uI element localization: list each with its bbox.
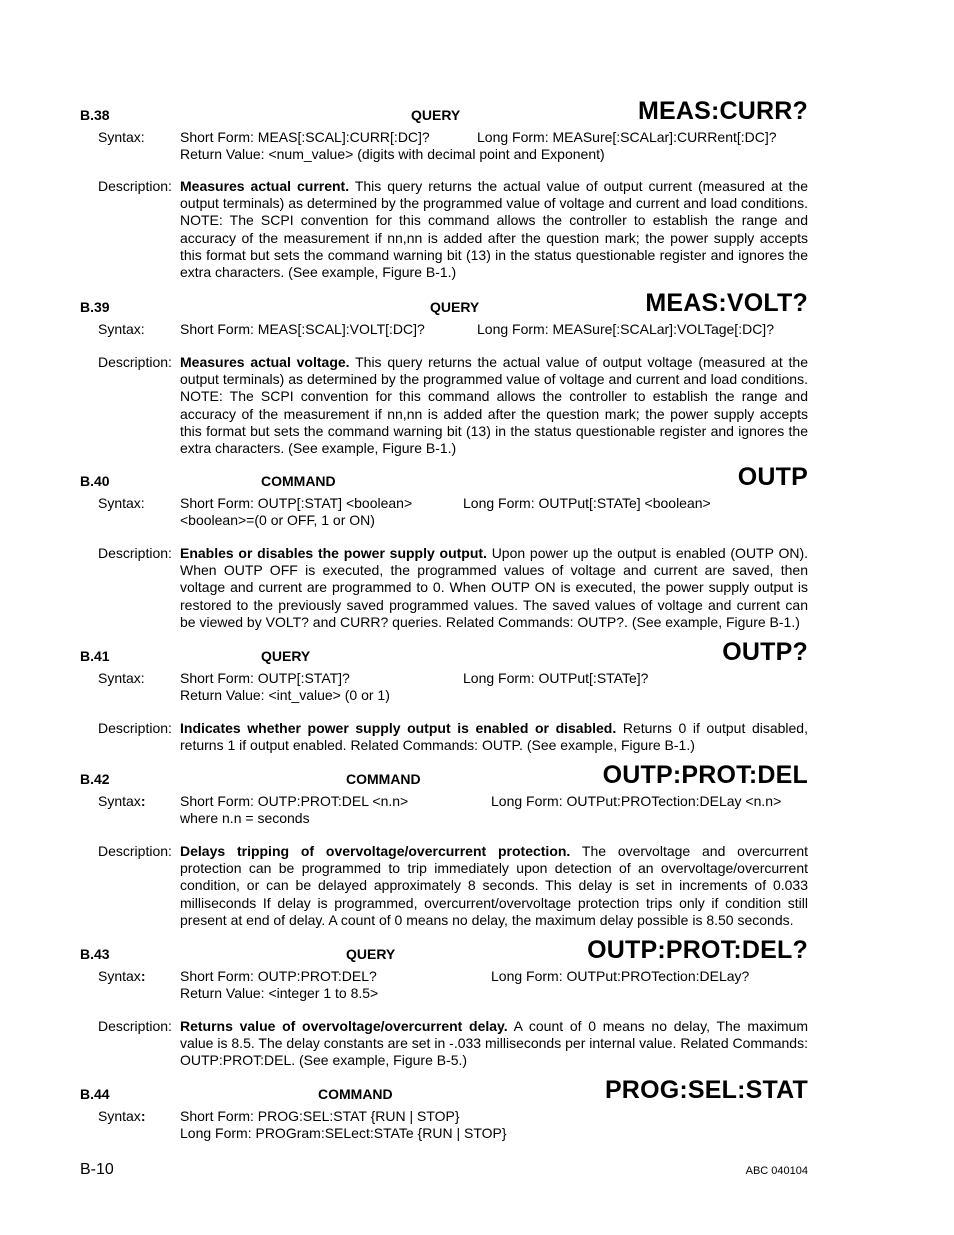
syntax-label-colon: : <box>140 793 146 809</box>
syntax-label <box>98 968 145 985</box>
description-text <box>180 354 808 457</box>
parameter-note: where n.n = seconds <box>180 810 310 826</box>
short-form: Short Form: OUTP[:STAT]? <box>180 670 350 686</box>
section-header <box>0 1068 954 1108</box>
section-b43 <box>0 928 954 1070</box>
description-body: A count of 0 means no delay, The maximum value is 8.5. The delay constants are set in -.033 milliseconds per internal value. Related Commands: OUTP:PROT:DEL. (See example, Figure B-5.) <box>180 1018 808 1069</box>
description-lead: Indicates whether power supply output is enabled or disabled. <box>180 720 617 736</box>
section-number: B.42 <box>80 771 110 787</box>
long-form: Long Form: OUTPut[:STATe] <boolean> <box>463 495 711 511</box>
command-title: OUTP:PROT:DEL? <box>587 936 808 964</box>
description-body: This query returns the actual value of output voltage (measured at the output terminals) as determined by the programmed value of voltage and current and load conditions. NOTE: The SCPI convention for this command allows the controller to establish the range and accuracy of the measurement if nn,nn is added after the question mark; the power supply accepts this format but sets the command warning bit (13) in the status questionable register and ignores the extra characters. (See example, Figure B-1.) <box>180 354 808 457</box>
command-title: MEAS:CURR? <box>637 97 808 125</box>
short-form: Short Form: MEAS[:SCAL]:VOLT[:DC]? <box>180 321 425 337</box>
syntax-block <box>0 793 954 827</box>
page-number: B-10 <box>80 1161 114 1178</box>
command-title: OUTP <box>737 463 808 491</box>
section-number: B.41 <box>80 648 110 664</box>
section-header <box>0 281 954 321</box>
section-type: QUERY <box>411 107 461 123</box>
command-title: MEAS:VOLT? <box>645 289 808 317</box>
syntax-block <box>0 495 954 529</box>
section-header <box>0 630 954 670</box>
description-text <box>180 1018 808 1070</box>
section-b41 <box>0 630 954 754</box>
description-lead: Delays tripping of overvoltage/overcurrent protection. <box>180 843 571 859</box>
section-type: QUERY <box>430 299 480 315</box>
section-b44 <box>0 1068 954 1142</box>
return-value: Return Value: <num_value> (digits with decimal point and Exponent) <box>180 146 605 162</box>
document-code: ABC 040104 <box>745 1165 808 1177</box>
description-lead: Enables or disables the power supply output. <box>180 545 487 561</box>
section-number: B.39 <box>80 299 110 315</box>
description-lead: Measures actual current. <box>180 178 350 194</box>
return-value: Return Value: <integer 1 to 8.5> <box>180 985 379 1001</box>
long-form: Long Form: OUTPut:PROTection:DELay <n.n> <box>491 793 782 809</box>
syntax-block <box>0 129 954 163</box>
long-form: Long Form: OUTPut:PROTection:DELay? <box>491 968 750 984</box>
description-block <box>0 720 954 754</box>
description-lead: Returns value of overvoltage/overcurrent delay. <box>180 1018 508 1034</box>
short-form: Short Form: MEAS[:SCAL]:CURR[:DC]? <box>180 129 430 145</box>
description-label: Description: <box>98 720 172 736</box>
short-form: Short Form: OUTP[:STAT] <boolean> <box>180 495 413 511</box>
syntax-label: Syntax: <box>98 670 145 686</box>
section-b40 <box>0 455 954 631</box>
description-label: Description: <box>98 178 172 194</box>
syntax-label-text: Syntax <box>98 1108 141 1124</box>
long-form: Long Form: MEASure[:SCALar]:CURRent[:DC]? <box>477 129 777 145</box>
syntax-block <box>0 968 954 1002</box>
section-number: B.43 <box>80 946 110 962</box>
parameter-note: <boolean>=(0 or OFF, 1 or ON) <box>180 512 375 528</box>
syntax-label-colon: : <box>140 1108 146 1124</box>
syntax-label: Syntax: <box>98 129 145 145</box>
command-title: OUTP? <box>722 638 808 666</box>
description-label: Description: <box>98 545 172 561</box>
description-text <box>180 178 808 281</box>
long-form: Long Form: MEASure[:SCALar]:VOLTage[:DC]? <box>477 321 774 337</box>
section-type: COMMAND <box>346 771 421 787</box>
section-number: B.44 <box>80 1086 110 1102</box>
syntax-label: Syntax: <box>98 495 145 511</box>
syntax-label-colon: : <box>140 968 146 984</box>
description-label: Description: <box>98 1018 172 1034</box>
section-header <box>0 89 954 129</box>
short-form: Short Form: OUTP:PROT:DEL? <box>180 968 377 984</box>
section-b39 <box>0 281 954 457</box>
description-body: The overvoltage and overcurrent protection can be programmed to trip immediately upon detection of an overvoltage/overcurrent condition, or can be delayed approximately 8 seconds. This delay is set in increments of 0.033 milliseconds If delay is programmed, overcurrent/overvoltage protection trips only if condition still present at end of delay. A count of 0 means no delay, the maximum delay possible is 8.50 seconds. <box>180 843 808 928</box>
section-header <box>0 753 954 793</box>
syntax-label: Syntax: <box>98 321 145 337</box>
description-text <box>180 843 808 929</box>
description-label: Description: <box>98 354 172 370</box>
description-label: Description: <box>98 843 172 859</box>
description-body: Upon power up the output is enabled (OUTP ON). When OUTP OFF is executed, the programmed values of voltage and current are saved, then voltage and current are programmed to 0. When OUTP ON is executed, the power supply output is restored to the previously saved programmed values. The saved values of voltage and current can be viewed by VOLT? and CURR? queries. Related Commands: OUTP?. (See example, Figure B-1.) <box>180 545 808 630</box>
section-b42 <box>0 753 954 929</box>
syntax-label-text: Syntax <box>98 968 141 984</box>
section-number: B.40 <box>80 473 110 489</box>
syntax-block <box>0 670 954 704</box>
long-form: Long Form: PROGram:SELect:STATe {RUN | STOP} <box>180 1125 507 1141</box>
section-type: COMMAND <box>261 473 336 489</box>
return-value: Return Value: <int_value> (0 or 1) <box>180 687 390 703</box>
short-form: Short Form: PROG:SEL:STAT {RUN | STOP} <box>180 1108 460 1124</box>
section-header <box>0 928 954 968</box>
description-block <box>0 545 954 631</box>
description-body: This query returns the actual value of output current (measured at the output terminals) as determined by the programmed value of voltage and current and load conditions. NOTE: The SCPI convention for this command allows the controller to establish the range and accuracy of the measurement if nn,nn is added after the question mark; the power supply accepts this format but sets the command warning bit (13) in the status questionable register and ignores the extra characters. (See example, Figure B-1.) <box>180 178 808 281</box>
command-title: PROG:SEL:STAT <box>604 1076 808 1104</box>
description-lead: Measures actual voltage. <box>180 354 350 370</box>
description-block <box>0 178 954 281</box>
syntax-label-text: Syntax <box>98 793 141 809</box>
short-form: Short Form: OUTP:PROT:DEL <n.n> <box>180 793 409 809</box>
command-title: OUTP:PROT:DEL <box>602 761 808 789</box>
section-number: B.38 <box>80 107 110 123</box>
section-type: QUERY <box>261 648 311 664</box>
description-block <box>0 354 954 457</box>
description-text <box>180 720 808 754</box>
description-text <box>180 545 808 631</box>
syntax-block <box>0 1108 954 1142</box>
section-type: COMMAND <box>318 1086 393 1102</box>
syntax-label <box>98 1108 145 1125</box>
description-block <box>0 843 954 929</box>
section-type: QUERY <box>346 946 396 962</box>
description-block <box>0 1018 954 1070</box>
syntax-block <box>0 321 954 338</box>
long-form: Long Form: OUTPut[:STATe]? <box>463 670 649 686</box>
syntax-label <box>98 793 145 810</box>
section-header <box>0 455 954 495</box>
section-b38 <box>0 89 954 281</box>
description-body: Returns 0 if output disabled, returns 1 if output enabled. Related Commands: OUTP. (See example, Figure B-1.) <box>180 720 808 754</box>
